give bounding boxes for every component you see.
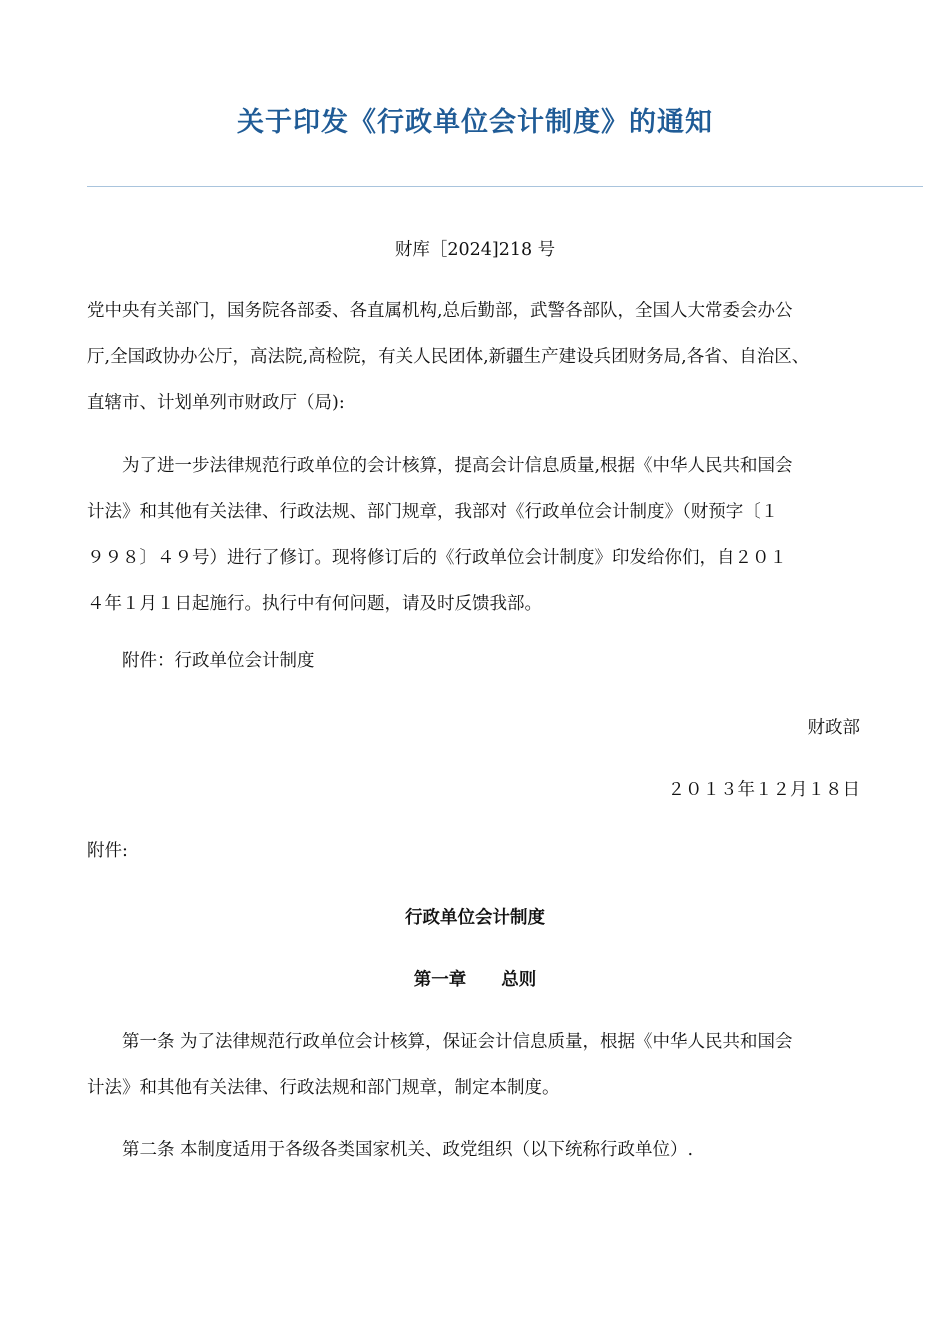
body-line: 为了进一步法律规范行政单位的会计核算，提高会计信息质量,根据《中华人民共和国会 — [87, 456, 793, 476]
article-1 — [87, 1019, 862, 1111]
body-line: ４年１月１日起施行。执行中有何问题，请及时反馈我部。 — [87, 594, 542, 614]
article-1-line: 计法》和其他有关法律、行政法规和部门规章，制定本制度。 — [87, 1078, 560, 1098]
issue-date: ２０１３年１２月１８日 — [667, 780, 860, 800]
title-divider — [87, 186, 923, 187]
attachment-label — [87, 828, 862, 874]
chapter-title: 第一章 总则 — [413, 970, 537, 990]
regulation-title: 行政单位会计制度 — [405, 908, 545, 928]
body-line: ９９８〕４９号）进行了修订。现将修订后的《行政单位会计制度》印发给你们，自２０１ — [87, 548, 787, 568]
body-paragraph — [87, 443, 862, 627]
issuer: 财政部 — [807, 718, 860, 738]
document-number: 财库［2024]218 号 — [394, 240, 556, 260]
article-2-line: 第二条 本制度适用于各级各类国家机关、政党组织（以下统称行政单位）. — [87, 1140, 694, 1160]
body-line: 计法》和其他有关法律、行政法规、部门规章，我部对《行政单位会计制度》（财预字〔１ — [87, 502, 779, 522]
notice-title: 关于印发《行政单位会计制度》的通知 — [237, 107, 713, 138]
attachment-note-text: 附件：行政单位会计制度 — [87, 651, 315, 671]
recipients-line: 厅,全国政协办公厅，高法院,高检院，有关人民团体,新疆生产建设兵团财务局,各省、自治区、 — [87, 347, 810, 367]
recipients-line: 直辖市、计划单列市财政厅（局): — [87, 393, 345, 413]
recipients-paragraph — [87, 288, 862, 426]
article-1-line: 第一条 为了法律规范行政单位会计核算，保证会计信息质量，根据《中华人民共和国会 — [87, 1032, 793, 1052]
attachment-note — [87, 638, 862, 684]
recipients-line: 党中央有关部门，国务院各部委、各直属机构,总后勤部，武警各部队，全国人大常委会办公 — [87, 301, 793, 321]
article-2 — [87, 1127, 862, 1173]
attachment-label-text: 附件: — [87, 841, 128, 861]
